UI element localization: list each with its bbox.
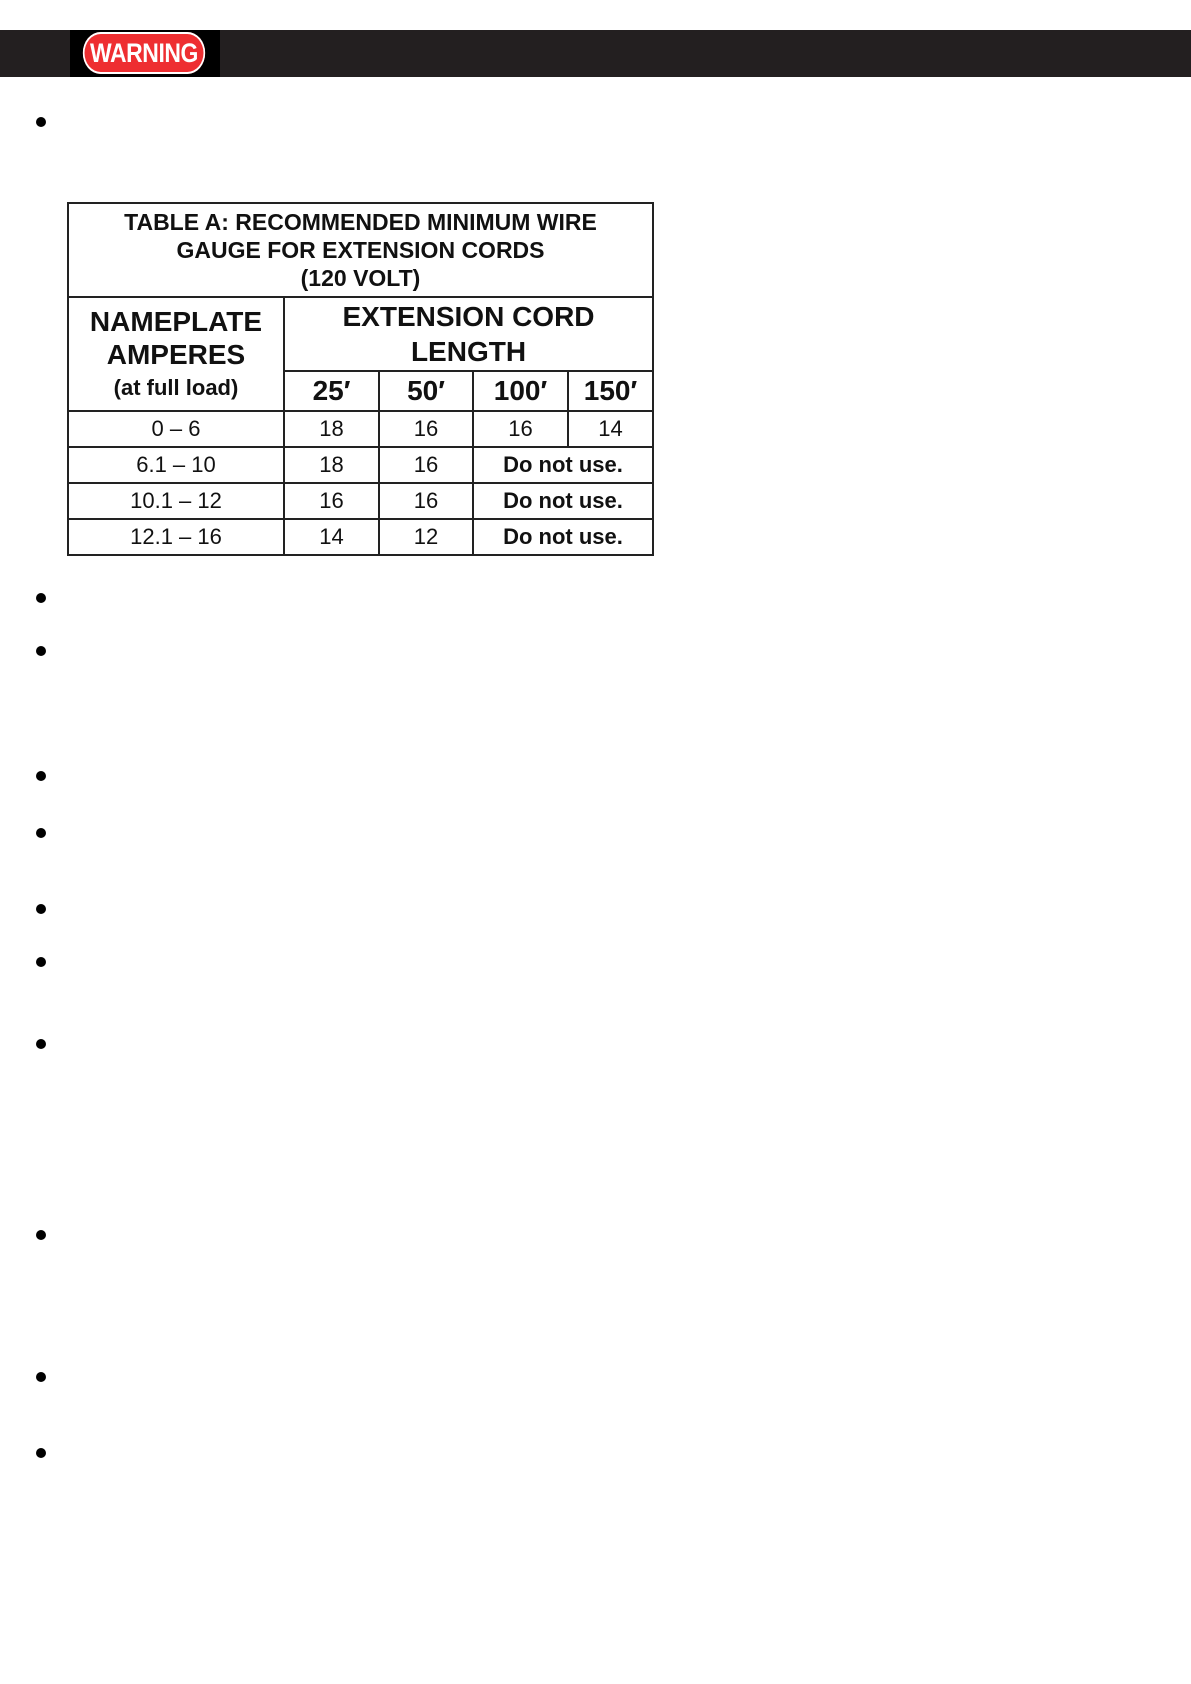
table-row <box>68 519 653 555</box>
table-row <box>68 411 653 447</box>
amperes-header <box>68 297 284 411</box>
gauge-cell: 18 <box>284 411 379 447</box>
caption-line-2: GAUGE FOR EXTENSION CORDS <box>176 237 545 263</box>
length-50: 50′ <box>379 371 473 411</box>
amps-cell: 10.1 – 12 <box>68 483 284 519</box>
bullet-icon <box>36 904 46 914</box>
table-caption <box>68 203 653 297</box>
amps-cell: 12.1 – 16 <box>68 519 284 555</box>
bullet-icon <box>36 1448 46 1458</box>
amps-cell: 0 – 6 <box>68 411 284 447</box>
bullet-icon <box>36 1372 46 1382</box>
do-not-use-cell: Do not use. <box>473 483 653 519</box>
do-not-use-cell: Do not use. <box>473 447 653 483</box>
gauge-cell: 12 <box>379 519 473 555</box>
caption-line-3: (120 VOLT) <box>300 265 421 291</box>
do-not-use-cell: Do not use. <box>473 519 653 555</box>
warning-label: WARNING <box>83 32 205 74</box>
gauge-cell: 16 <box>379 483 473 519</box>
bullet-icon <box>36 1230 46 1240</box>
bullet-icon <box>36 771 46 781</box>
warning-header-bar <box>0 30 1191 77</box>
bullet-icon <box>36 1039 46 1049</box>
bullet-icon <box>36 593 46 603</box>
wire-gauge-table-container <box>67 202 654 556</box>
amp-header-line-3: (at full load) <box>113 374 239 400</box>
caption-line-1: TABLE A: RECOMMENDED MINIMUM WIRE <box>124 209 597 235</box>
gauge-cell: 16 <box>473 411 568 447</box>
gauge-cell: 16 <box>379 447 473 483</box>
length-header <box>284 297 653 371</box>
warning-badge <box>70 30 220 77</box>
wire-gauge-table <box>67 202 654 556</box>
amps-cell: 6.1 – 10 <box>68 447 284 483</box>
bullet-icon <box>36 117 46 127</box>
bullet-icon <box>36 646 46 656</box>
length-150: 150′ <box>568 371 653 411</box>
gauge-cell: 18 <box>284 447 379 483</box>
table-row <box>68 447 653 483</box>
bullet-icon <box>36 828 46 838</box>
bullet-icon <box>36 957 46 967</box>
gauge-cell: 14 <box>568 411 653 447</box>
length-100: 100′ <box>473 371 568 411</box>
length-25: 25′ <box>284 371 379 411</box>
length-header-line-1: EXTENSION CORD <box>342 301 595 332</box>
amp-header-line-1: NAMEPLATE <box>89 305 263 337</box>
gauge-cell: 16 <box>379 411 473 447</box>
amp-header-line-2: AMPERES <box>106 338 246 370</box>
gauge-cell: 16 <box>284 483 379 519</box>
table-row <box>68 483 653 519</box>
length-header-line-2: LENGTH <box>410 336 527 367</box>
gauge-cell: 14 <box>284 519 379 555</box>
